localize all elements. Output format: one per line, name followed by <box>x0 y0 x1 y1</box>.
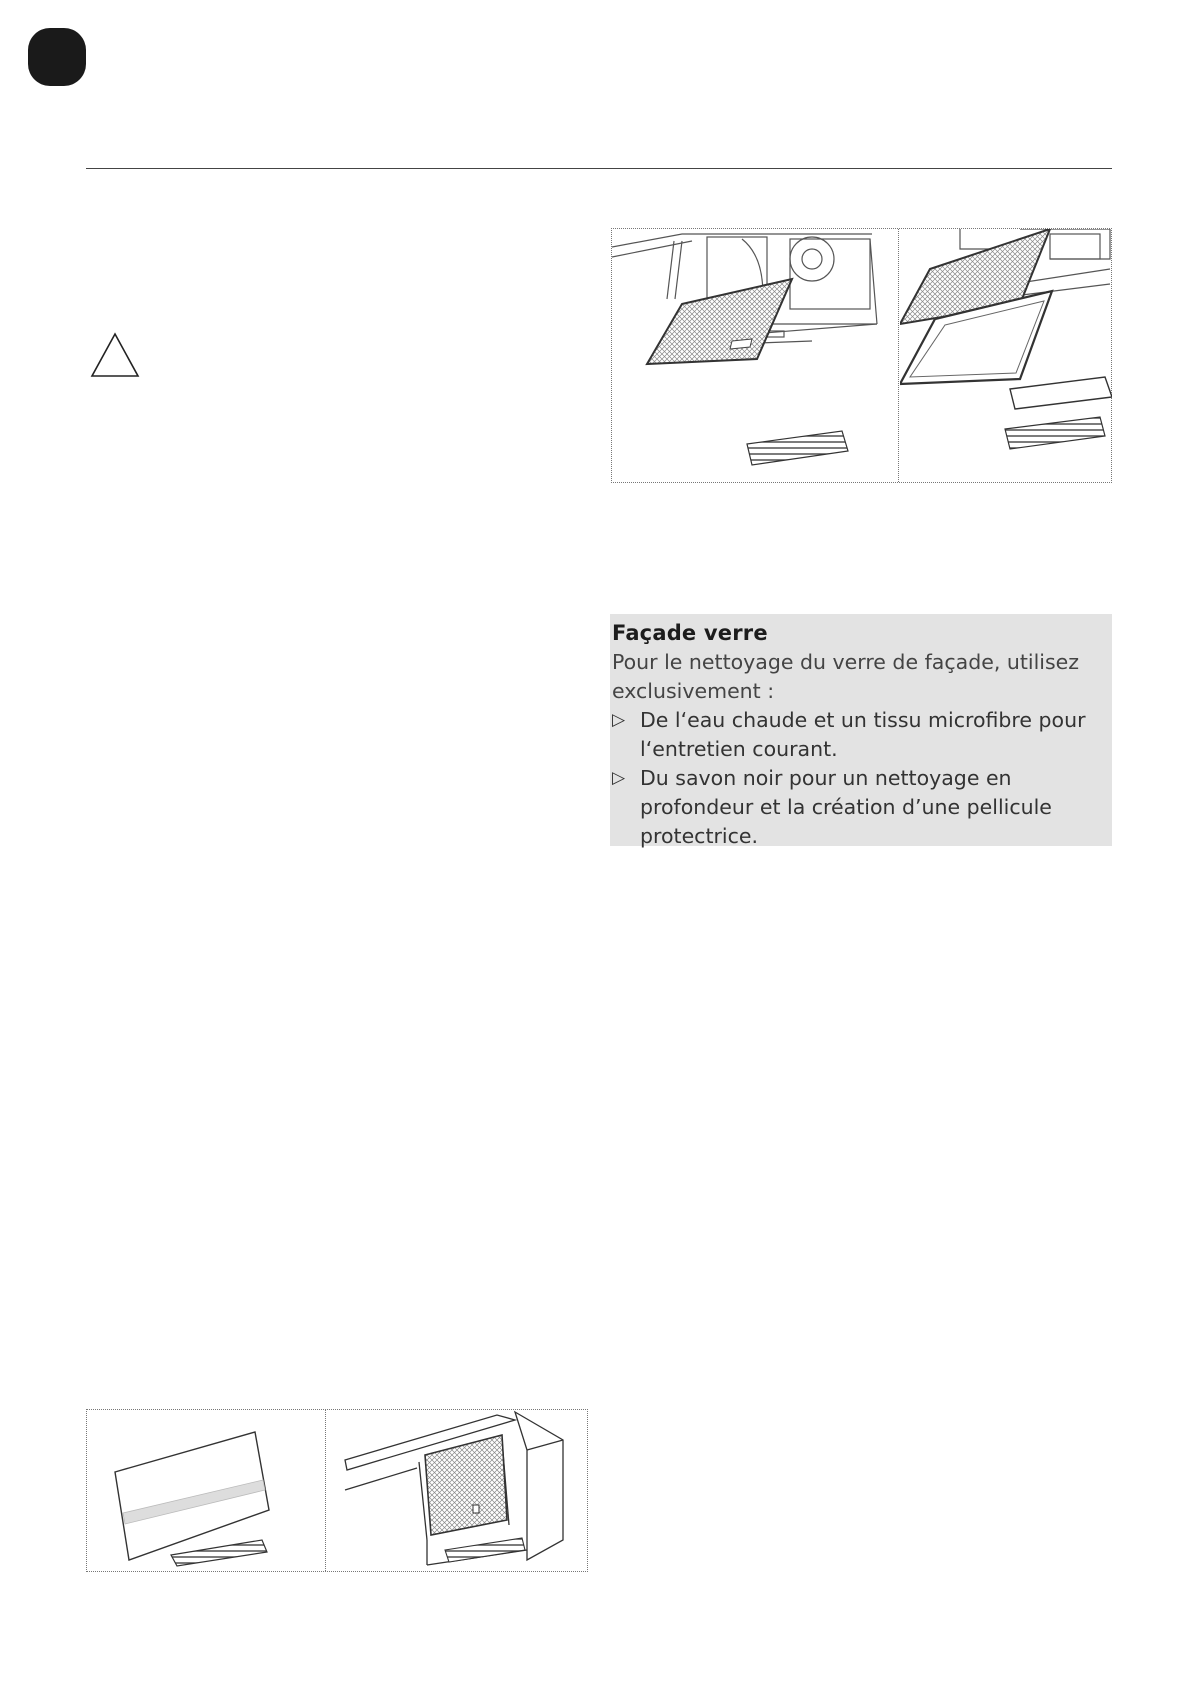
list-item-text: De l‘eau chaude et un tissu microfibre pour l‘entretien courant. <box>640 708 1086 761</box>
page-number-badge <box>28 28 86 86</box>
list-item <box>612 764 1112 851</box>
glass-facade-info-box <box>610 614 1112 846</box>
list-item-text: Du savon noir pour un nettoyage en profondeur et la création d’une pellicule protectrice. <box>640 766 1052 848</box>
list-item <box>612 706 1112 764</box>
filter-figure-top <box>611 228 1112 483</box>
info-box-list <box>612 706 1112 851</box>
filter-removal-illustration <box>612 229 898 482</box>
hood-figure-bottom <box>86 1409 588 1572</box>
hood-open-filter-illustration <box>327 1410 589 1571</box>
triangle-bullet-icon: ▷ <box>612 710 626 730</box>
warning-triangle-icon <box>90 332 140 378</box>
info-box-intro: Pour le nettoyage du verre de façade, utilisez exclusivement : <box>612 650 1080 703</box>
header-rule <box>86 168 1112 169</box>
hood-closed-illustration <box>87 1410 325 1571</box>
figure-divider <box>325 1410 326 1571</box>
filter-parts-illustration <box>900 229 1112 482</box>
triangle-bullet-icon: ▷ <box>612 768 626 788</box>
figure-divider <box>898 229 899 482</box>
info-box-title: Façade verre <box>612 621 768 645</box>
